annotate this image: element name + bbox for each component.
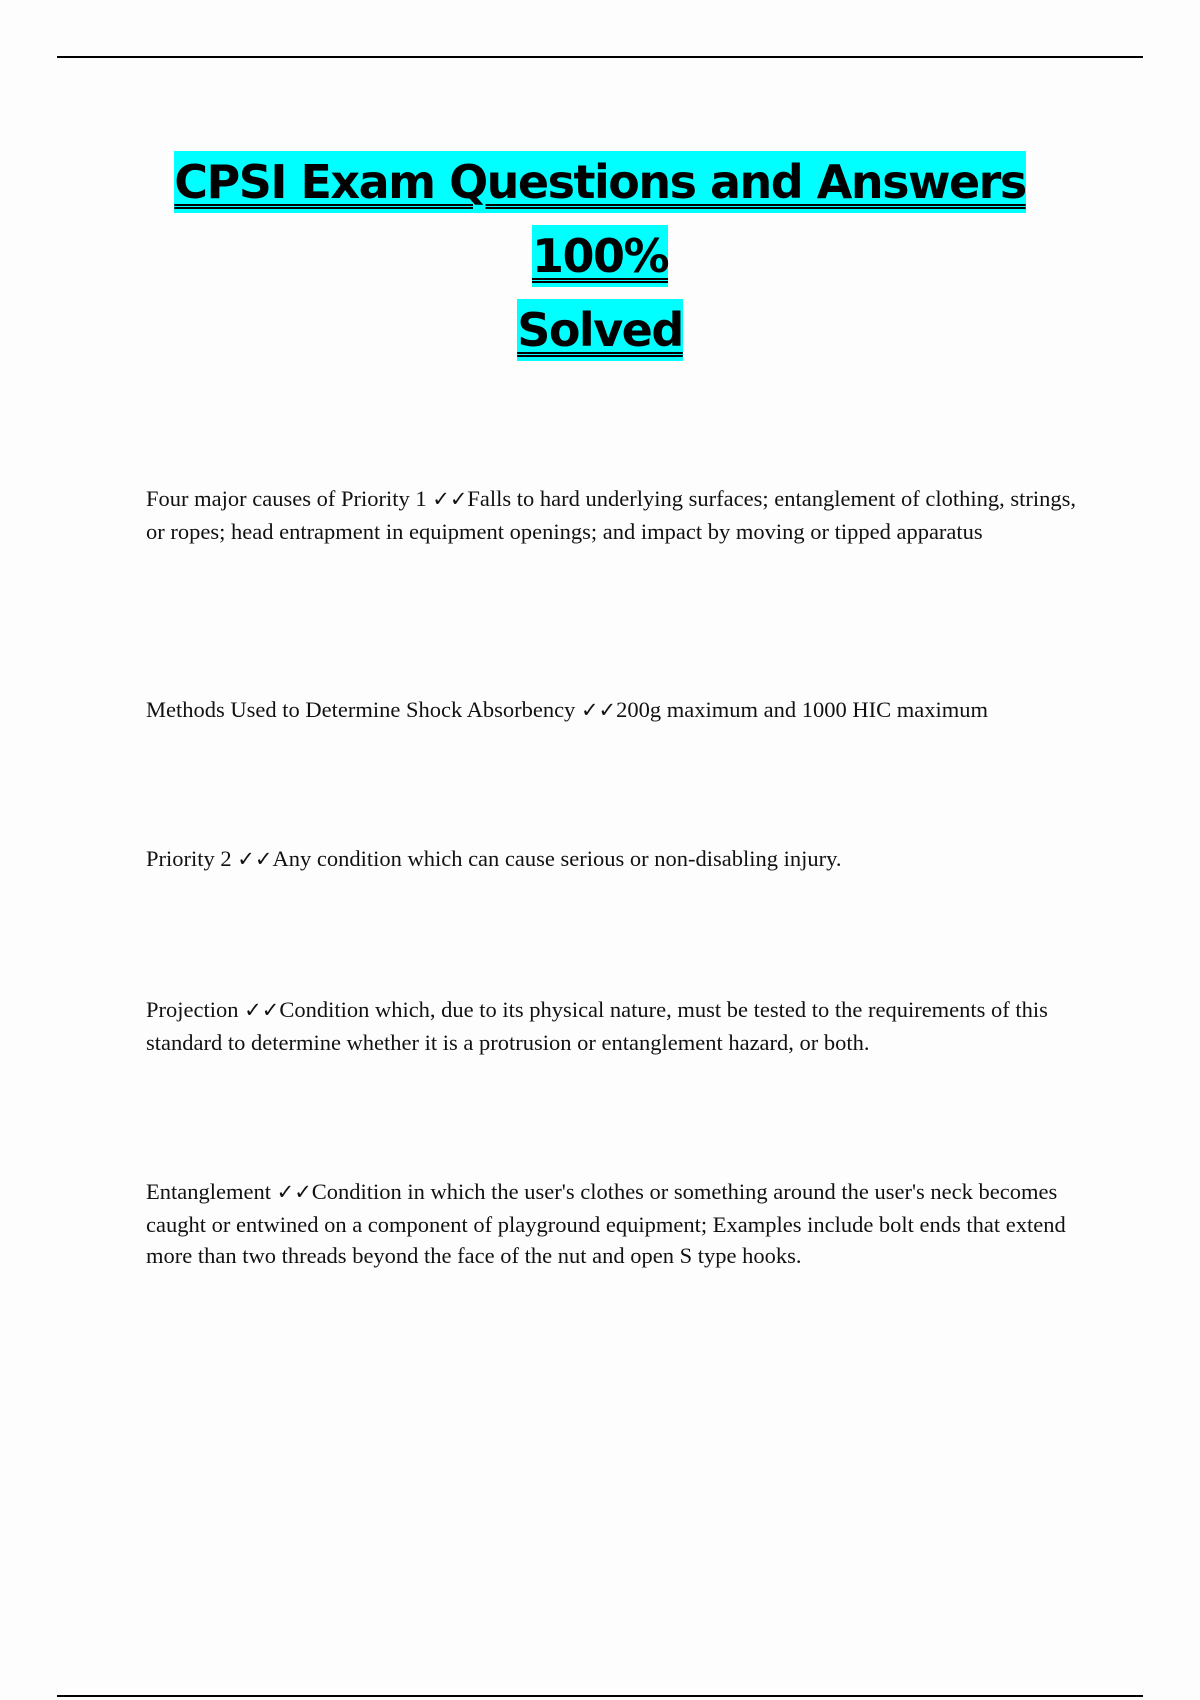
footer-rule (57, 1695, 1143, 1697)
qa-term: Methods Used to Determine Shock Absorbency (146, 697, 581, 722)
header-rule (57, 56, 1143, 58)
document-title (100, 145, 1100, 367)
qa-item (146, 694, 1086, 727)
title-line-1: CPSI Exam Questions and Answers 100% (174, 151, 1025, 287)
qa-item (146, 843, 1086, 876)
qa-term: Four major causes of Priority 1 (146, 486, 433, 511)
double-check-icon: ✓✓ (237, 847, 273, 871)
qa-item (146, 1176, 1086, 1272)
qa-answer: Any condition which can cause serious or non-disabling injury. (272, 846, 842, 871)
qa-term: Entanglement (146, 1179, 277, 1204)
qa-term: Projection (146, 997, 245, 1022)
qa-answer: Condition which, due to its physical nature, must be tested to the requirements of this standard to determine whether it is a protrusion or entanglement hazard, or both. (146, 997, 1048, 1055)
qa-answer: Condition in which the user's clothes or something around the user's neck becomes caught or entwined on a component of playground equipment; Examples include bolt ends that extend more than two threads beyond the face of the nut and open S type hooks. (146, 1179, 1066, 1268)
qa-item (146, 994, 1086, 1058)
qa-answer: Falls to hard underlying surfaces; entanglement of clothing, strings, or ropes; head entrapment in equipment openings; and impact by moving or tipped apparatus (146, 486, 1077, 544)
double-check-icon: ✓✓ (580, 698, 617, 722)
qa-answer: 200g maximum and 1000 HIC maximum (616, 697, 988, 722)
double-check-icon: ✓✓ (244, 998, 280, 1022)
qa-term: Priority 2 (146, 846, 238, 871)
qa-item (146, 483, 1086, 547)
title-line-2: Solved (517, 299, 683, 361)
double-check-icon: ✓✓ (432, 487, 468, 511)
double-check-icon: ✓✓ (276, 1180, 312, 1204)
